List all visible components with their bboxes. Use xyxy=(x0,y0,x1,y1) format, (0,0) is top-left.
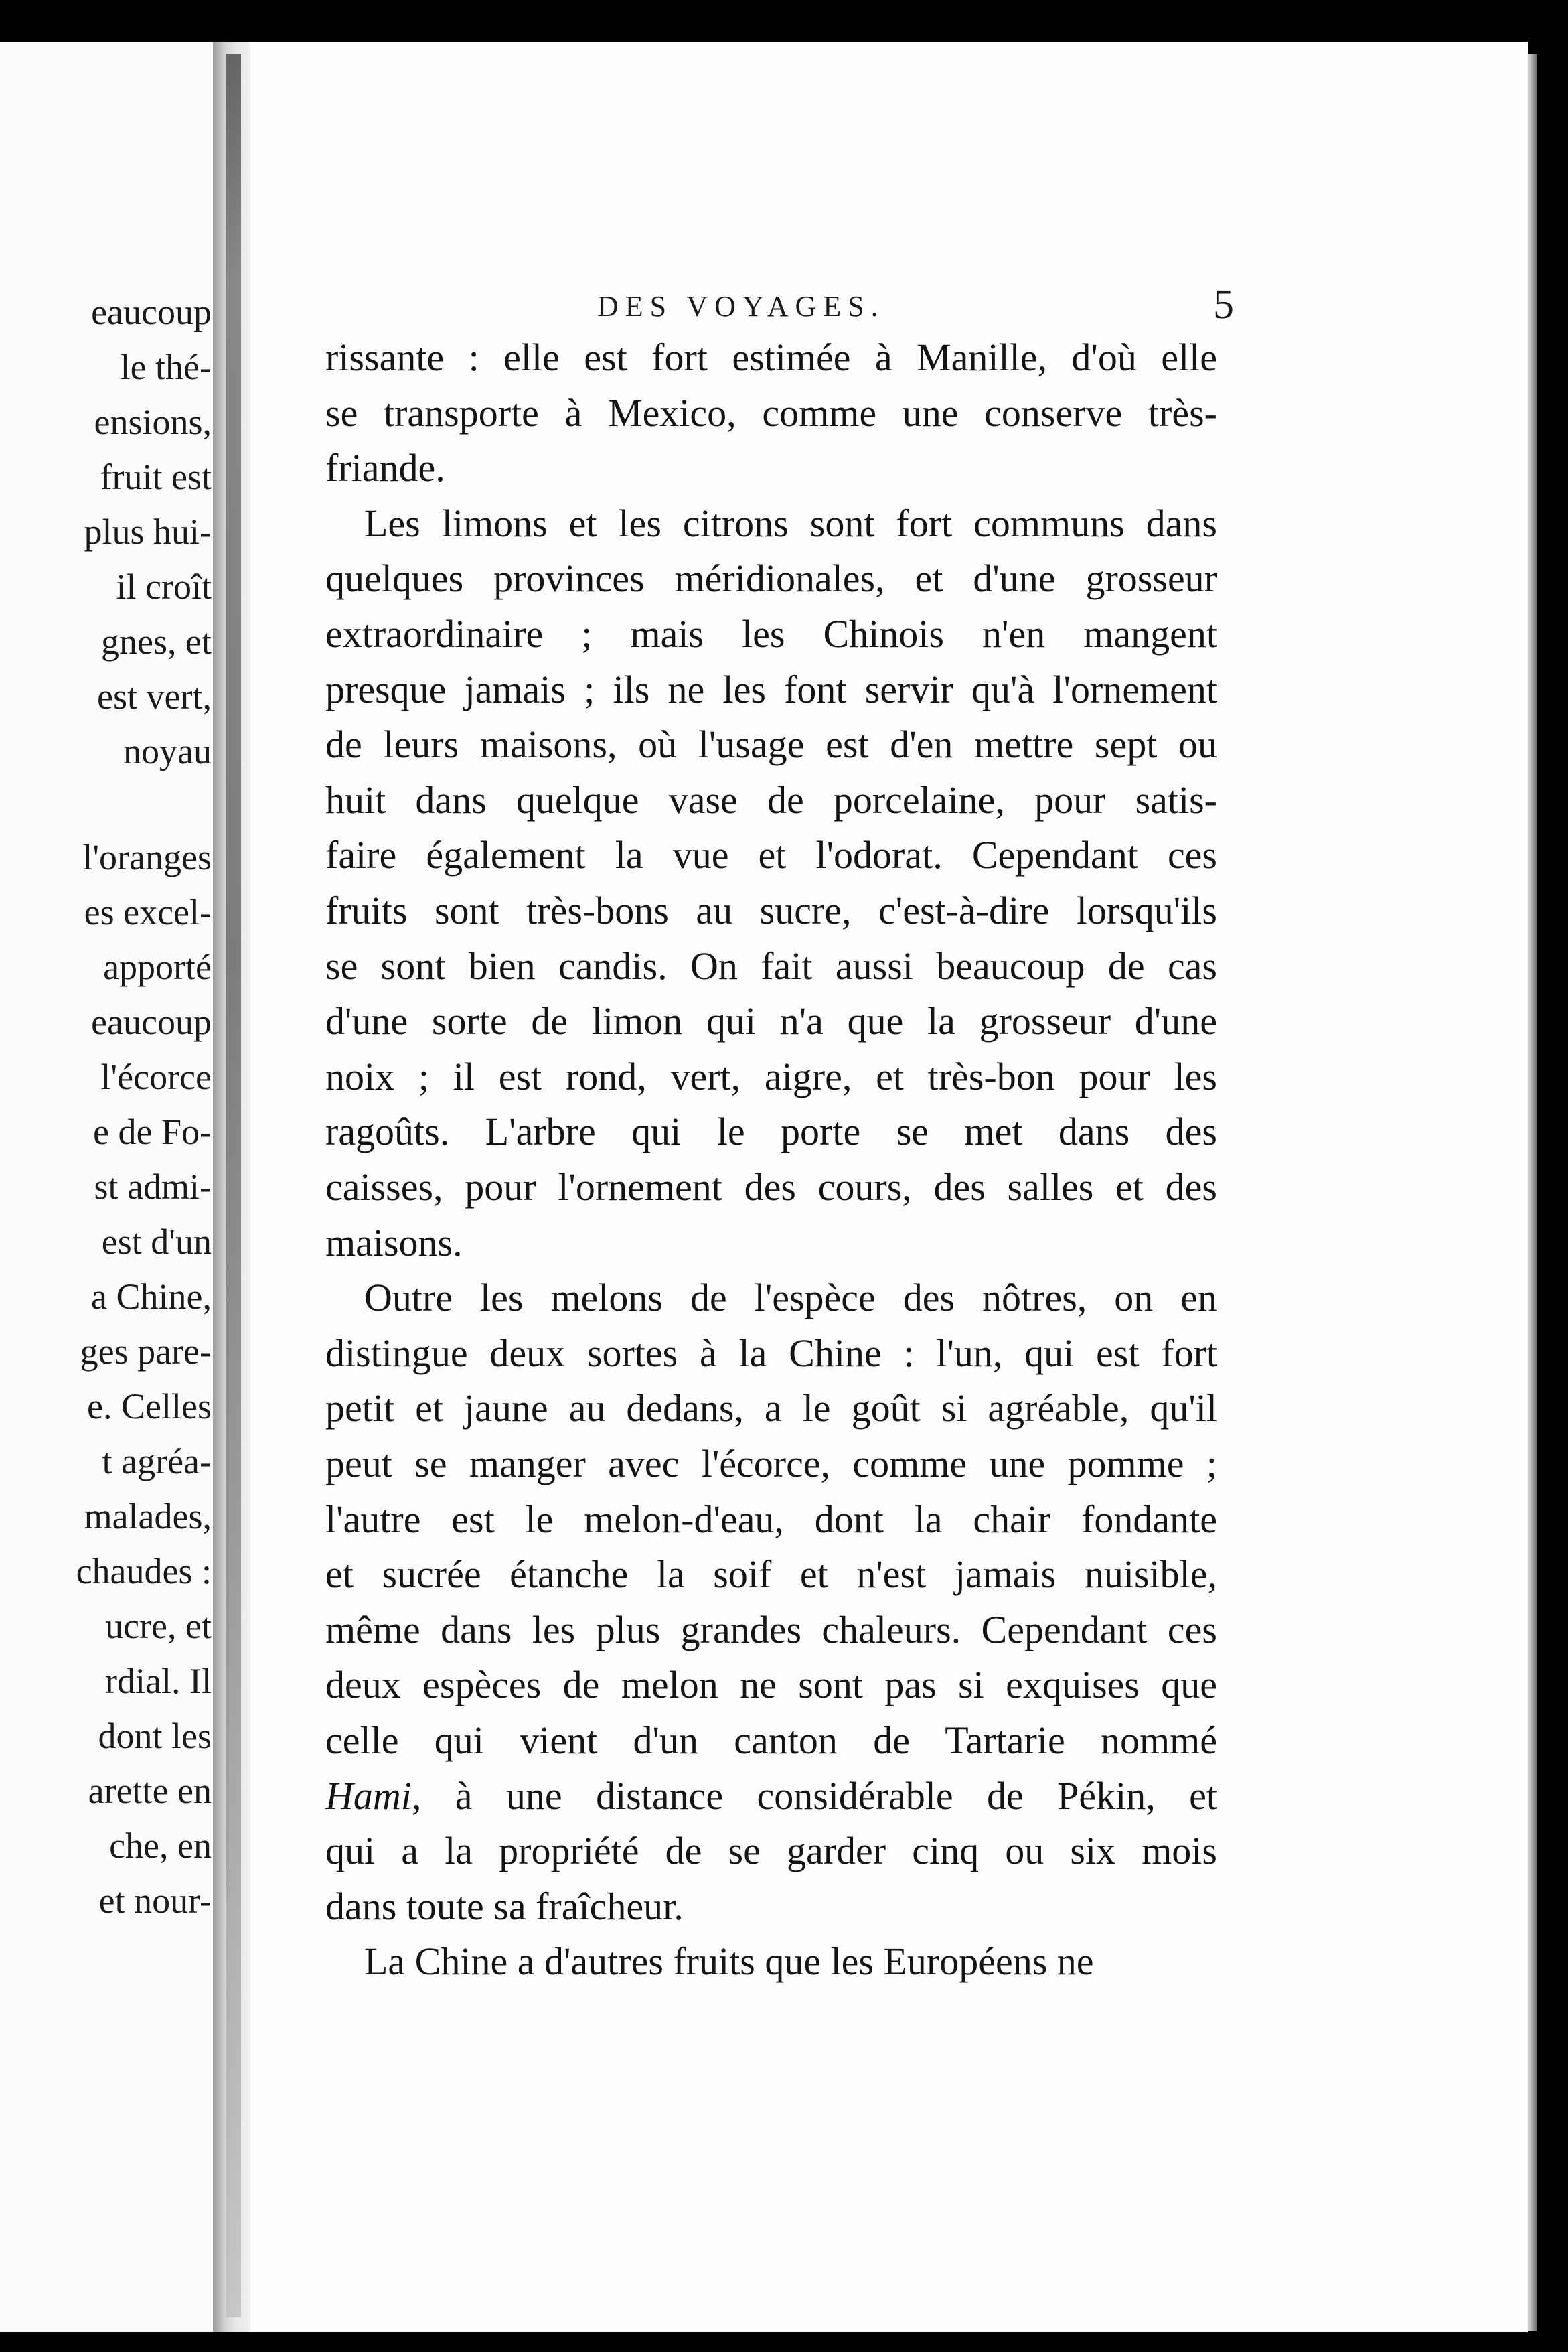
left-page-line: eaucoup xyxy=(91,292,212,332)
left-page-line: a Chine, xyxy=(91,1276,212,1317)
left-page-line: plus hui- xyxy=(84,512,212,552)
left-page-line: ucre, et xyxy=(105,1606,212,1646)
left-page-line: t agréa- xyxy=(102,1441,212,1481)
body-line: rissante : elle est fort estimée à Manille, d'où elle xyxy=(325,336,1217,379)
left-page-line: ensions, xyxy=(94,402,212,442)
left-page-line: dont les xyxy=(98,1716,212,1756)
body-line: petit et jaune au dedans, a le goût si agréable, qu'il xyxy=(325,1386,1217,1430)
body-line: fruits sont très-bons au sucre, c'est-à-dire lorsqu'ils xyxy=(325,889,1217,932)
left-page-line: st admi- xyxy=(94,1167,212,1207)
left-page-line: chaudes : xyxy=(76,1551,212,1591)
body-line: qui a la propriété de se garder cinq ou six mois xyxy=(325,1829,1217,1872)
left-page-line: et nour- xyxy=(98,1881,212,1921)
left-facing-page xyxy=(0,42,213,2332)
left-page-line: e de Fo- xyxy=(93,1112,212,1152)
left-page-line: est d'un xyxy=(101,1222,212,1262)
left-page-line: l'écorce xyxy=(100,1057,212,1097)
gutter-shadow xyxy=(226,54,241,2317)
body-line: celle qui vient d'un canton de Tartarie nommé xyxy=(325,1718,1217,1762)
italic-place-name: Hami xyxy=(325,1774,412,1818)
body-line: l'autre est le melon-d'eau, dont la chair fondante xyxy=(325,1497,1217,1541)
body-line: caisses, pour l'ornement des cours, des salles et des xyxy=(325,1165,1217,1209)
body-line: dans toute sa fraîcheur. xyxy=(325,1885,684,1928)
body-line: faire également la vue et l'odorat. Cependant ces xyxy=(325,833,1217,877)
left-page-line: ges pare- xyxy=(80,1331,212,1372)
body-line: distingue deux sortes à la Chine : l'un, qui est fort xyxy=(325,1331,1217,1375)
body-line: presque jamais ; ils ne les font servir qu'à l'ornement xyxy=(325,668,1217,711)
body-line: Hami, à une distance considérable de Pékin, et xyxy=(325,1774,1217,1818)
left-page-line: e. Celles xyxy=(87,1386,212,1426)
page-edge xyxy=(1528,54,1537,2331)
left-page-line: noyau xyxy=(123,731,212,771)
body-line: de leurs maisons, où l'usage est d'en mettre sept ou xyxy=(325,723,1217,766)
left-page-line: eaucoup xyxy=(91,1002,212,1042)
body-line: maisons. xyxy=(325,1221,463,1264)
left-page-line: il croît xyxy=(116,567,212,607)
body-line: se sont bien candis. On fait aussi beaucoup de cas xyxy=(325,944,1217,988)
running-head: DES VOYAGES. xyxy=(597,290,885,323)
left-page-line: apporté xyxy=(103,947,212,987)
body-line: Les limons et les citrons sont fort communs dans xyxy=(364,502,1217,545)
left-page-line: che, en xyxy=(109,1826,212,1866)
left-page-line: l'oranges xyxy=(82,837,212,877)
body-line: deux espèces de melon ne sont pas si exquises que xyxy=(325,1663,1217,1706)
body-line: huit dans quelque vase de porcelaine, pour satis- xyxy=(325,778,1217,822)
body-line: d'une sorte de limon qui n'a que la grosseur d'une xyxy=(325,999,1217,1043)
left-page-line: es excel- xyxy=(84,892,212,932)
body-line: même dans les plus grandes chaleurs. Cependant ces xyxy=(325,1608,1217,1651)
body-line: noix ; il est rond, vert, aigre, et très-bon pour les xyxy=(325,1055,1217,1098)
page-number: 5 xyxy=(1213,282,1234,327)
body-line: friande. xyxy=(325,446,445,490)
body-line: ragoûts. L'arbre qui le porte se met dans des xyxy=(325,1110,1217,1153)
left-page-line: est vert, xyxy=(97,676,212,717)
body-line: quelques provinces méridionales, et d'une grosseur xyxy=(325,557,1217,600)
body-line: peut se manger avec l'écorce, comme une pomme ; xyxy=(325,1442,1217,1485)
left-page-line: arette en xyxy=(88,1771,212,1811)
left-page-line: malades, xyxy=(84,1496,212,1536)
body-line: Outre les melons de l'espèce des nôtres, on en xyxy=(364,1276,1217,1319)
body-line: et sucrée étanche la soif et n'est jamais nuisible, xyxy=(325,1552,1217,1596)
body-line: se transporte à Mexico, comme une conserve très- xyxy=(325,391,1217,435)
body-line: La Chine a d'autres fruits que les Européens ne xyxy=(364,1939,1094,1983)
left-page-line: fruit est xyxy=(100,457,212,497)
body-line: extraordinaire ; mais les Chinois n'en mangent xyxy=(325,612,1217,656)
left-page-line: rdial. Il xyxy=(105,1661,212,1701)
left-page-line: le thé- xyxy=(120,347,212,387)
left-page-line: gnes, et xyxy=(101,621,212,662)
